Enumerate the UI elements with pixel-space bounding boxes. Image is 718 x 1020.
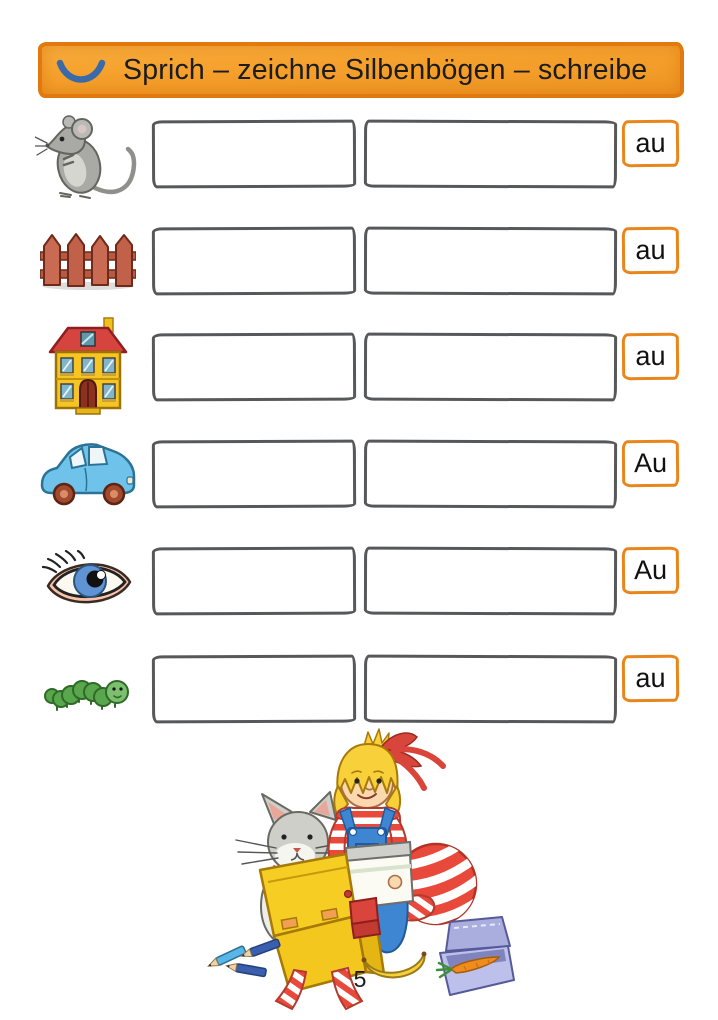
writing-box-2[interactable] xyxy=(364,547,617,616)
header-banner xyxy=(38,42,684,98)
writing-box-1[interactable] xyxy=(152,440,356,509)
writing-box-2[interactable] xyxy=(364,655,617,724)
letter-badge: au xyxy=(622,227,679,275)
letter-badge: Au xyxy=(622,547,679,595)
exercise-row xyxy=(0,440,718,508)
writing-box-1[interactable] xyxy=(152,547,356,616)
mouse-image xyxy=(35,108,141,200)
exercise-row xyxy=(0,547,718,615)
writing-box-1[interactable] xyxy=(152,655,356,724)
exercise-row xyxy=(0,227,718,295)
writing-box-2[interactable] xyxy=(364,227,617,296)
writing-box-1[interactable] xyxy=(152,333,356,402)
writing-box-2[interactable] xyxy=(364,440,617,509)
caterpillar-image xyxy=(35,666,141,712)
letter-badge: au xyxy=(622,655,679,703)
house-image xyxy=(35,316,141,418)
page-number: 5 xyxy=(353,966,367,992)
exercise-row xyxy=(0,120,718,188)
exercise-row xyxy=(0,655,718,723)
writing-box-1[interactable] xyxy=(152,120,356,189)
writing-box-2[interactable] xyxy=(364,333,617,402)
letter-badge: au xyxy=(622,333,679,381)
car-image xyxy=(35,433,141,515)
eye-image xyxy=(35,550,141,612)
page-title: Sprich – zeichne Silbenbögen – schreibe xyxy=(123,53,648,86)
letter-badge: Au xyxy=(622,440,679,488)
letter-badge: au xyxy=(622,120,679,168)
writing-box-2[interactable] xyxy=(364,120,617,189)
pencils-image xyxy=(207,939,281,977)
syllable-arc-icon xyxy=(55,57,107,87)
exercise-row xyxy=(0,333,718,401)
fence-image xyxy=(35,232,141,290)
lunchbox-image xyxy=(437,917,514,995)
writing-box-1[interactable] xyxy=(152,227,356,296)
